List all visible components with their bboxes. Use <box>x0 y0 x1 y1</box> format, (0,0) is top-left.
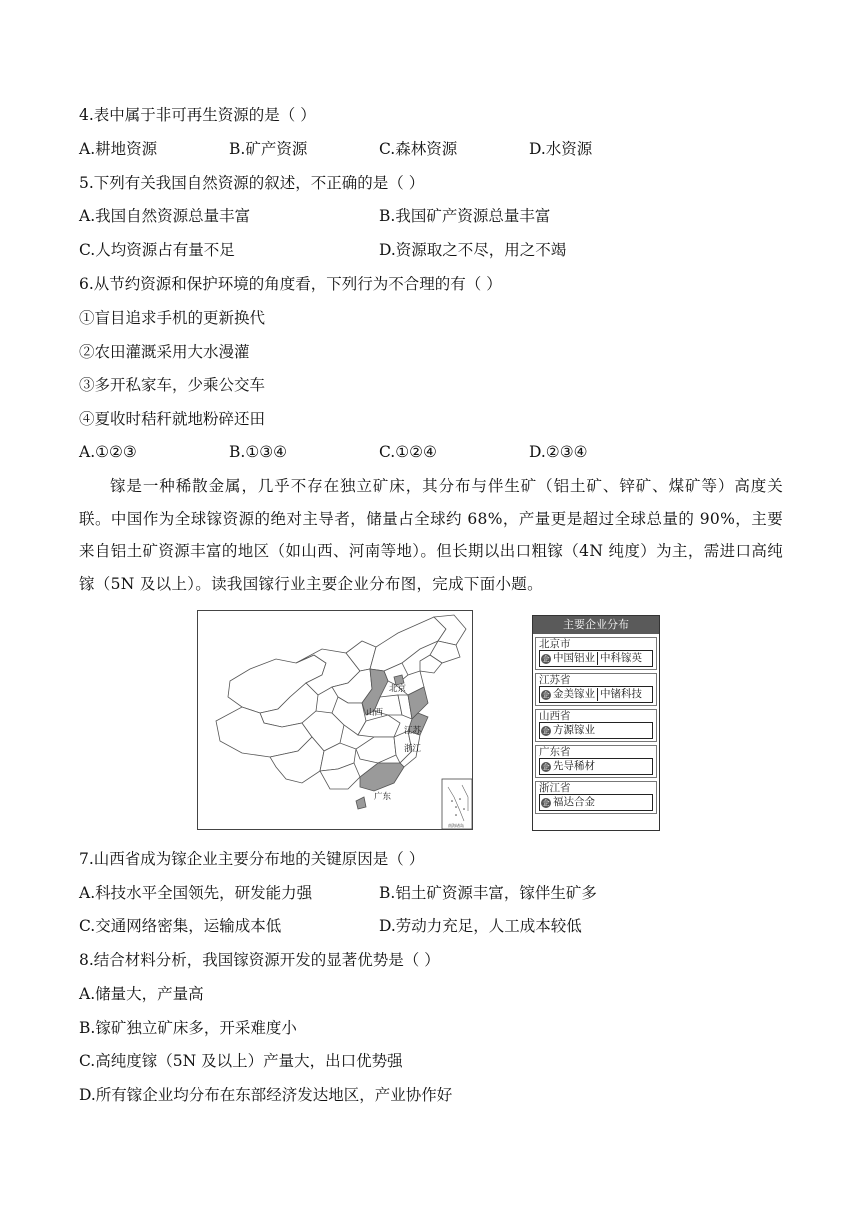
q7-option-a: A.科技水平全国领先，研发能力强 <box>79 884 313 902</box>
enterprise-name: 方源镓业 <box>553 724 595 736</box>
q7-option-b: B.铝土矿资源丰富，镓伴生矿多 <box>379 884 597 902</box>
china-map <box>197 610 473 830</box>
map-region-guangdong-highlight <box>360 763 404 791</box>
legend-title: 主要企业分布 <box>533 616 659 634</box>
q8-option-d: D.所有镓企业均分布在东部经济发达地区，产业协作好 <box>79 1086 453 1104</box>
enterprise-name: 先导稀材 <box>553 760 595 772</box>
legend-province-shanxi <box>535 709 657 742</box>
q7-option-c: C.交通网络密集，运输成本低 <box>79 917 282 935</box>
question-6-stem: 6.从节约资源和保护环境的角度看，下列行为不合理的有（ ） <box>79 275 502 293</box>
q6-option-d: D.②③④ <box>529 443 588 461</box>
question-7-stem: 7.山西省成为镓企业主要分布地的关键原因是（ ） <box>79 850 425 868</box>
q6-option-a: A.①②③ <box>79 443 137 461</box>
province-name: 广东省 <box>539 746 571 758</box>
q6-item-2: ②农田灌溉采用大水漫灌 <box>79 343 250 361</box>
enterprise-legend <box>532 615 660 831</box>
q7-option-d: D.劳动力充足，人工成本较低 <box>379 917 582 935</box>
map-region-hunan <box>356 737 396 763</box>
map-label-zhejiang: 浙江 <box>404 744 422 754</box>
province-name: 浙江省 <box>539 782 571 794</box>
question-4-stem: 4.表中属于非可再生资源的是（ ） <box>79 106 316 124</box>
question-5-stem: 5.下列有关我国自然资源的叙述，不正确的是（ ） <box>79 174 425 192</box>
q5-option-b: B.我国矿产资源总量丰富 <box>379 207 551 225</box>
q6-item-4: ④夏收时秸秆就地粉碎还田 <box>79 410 266 428</box>
enterprise-icon: 企 <box>542 654 550 663</box>
legend-province-beijing <box>535 637 657 670</box>
map-label-shanxi: 山西 <box>366 708 384 718</box>
legend-province-jiangsu <box>535 673 657 706</box>
q5-option-c: C.人均资源占有量不足 <box>79 241 235 259</box>
legend-province-zhejiang <box>535 781 657 814</box>
q8-option-b: B.镓矿独立矿床多，开采难度小 <box>79 1019 297 1037</box>
map-label-guangdong: 广东 <box>374 792 392 802</box>
province-name: 北京市 <box>539 638 571 650</box>
q8-option-c: C.高纯度镓（5N 及以上）产量大，出口优势强 <box>79 1052 403 1070</box>
enterprise-icon: 企 <box>542 690 550 699</box>
enterprise-name: 中锗科技 <box>600 688 642 700</box>
province-name: 江苏省 <box>539 674 571 686</box>
map-region-hainan <box>356 797 366 809</box>
reading-passage: 镓是一种稀散金属，几乎不存在独立矿床，其分布与伴生矿（铝土矿、锌矿、煤矿等）高度关联。中国作为全球镓资源的绝对主导者，储量占全球约 68%，产量更是超过全球总量的 90%，主要来自铝土矿资源丰富的地区（如山西、河南等地）。但长期以出口粗镓（4N 纯度）为主，需进口高纯镓（5N 及以上）。读我国镓行业主要企业分布图，完成下面小题。 <box>79 477 783 593</box>
q4-option-c: C.森林资源 <box>379 140 458 158</box>
enterprise-name: 中国铝业 <box>553 652 595 664</box>
q6-item-1: ①盲目追求手机的更新换代 <box>79 309 266 327</box>
q6-option-c: C.①②④ <box>379 443 437 461</box>
q8-option-a: A.储量大，产量高 <box>79 985 204 1003</box>
map-label-jiangsu: 江苏 <box>404 726 422 736</box>
legend-province-guangdong <box>535 745 657 778</box>
q4-option-b: B.矿产资源 <box>229 140 308 158</box>
enterprise-name: 中科镓英 <box>600 652 642 664</box>
inset-note: 南海诸岛 <box>448 823 464 828</box>
province-name: 山西省 <box>539 710 571 722</box>
q4-option-a: A.耕地资源 <box>79 140 158 158</box>
q4-option-d: D.水资源 <box>529 140 593 158</box>
china-map-svg <box>198 611 473 830</box>
enterprise-icon: 企 <box>542 798 550 807</box>
q5-option-a: A.我国自然资源总量丰富 <box>79 207 251 225</box>
q6-item-3: ③多开私家车，少乘公交车 <box>79 376 266 394</box>
q6-option-b: B.①③④ <box>229 443 288 461</box>
q5-option-d: D.资源取之不尽，用之不竭 <box>379 241 567 259</box>
enterprise-name: 金美镓业 <box>553 688 595 700</box>
question-8-stem: 8.结合材料分析，我国镓资源开发的显著优势是（ ） <box>79 951 440 969</box>
enterprise-icon: 企 <box>542 726 550 735</box>
enterprise-icon: 企 <box>542 762 550 771</box>
map-label-beijing: 北京 <box>389 684 407 694</box>
enterprise-name: 福达合金 <box>553 796 595 808</box>
